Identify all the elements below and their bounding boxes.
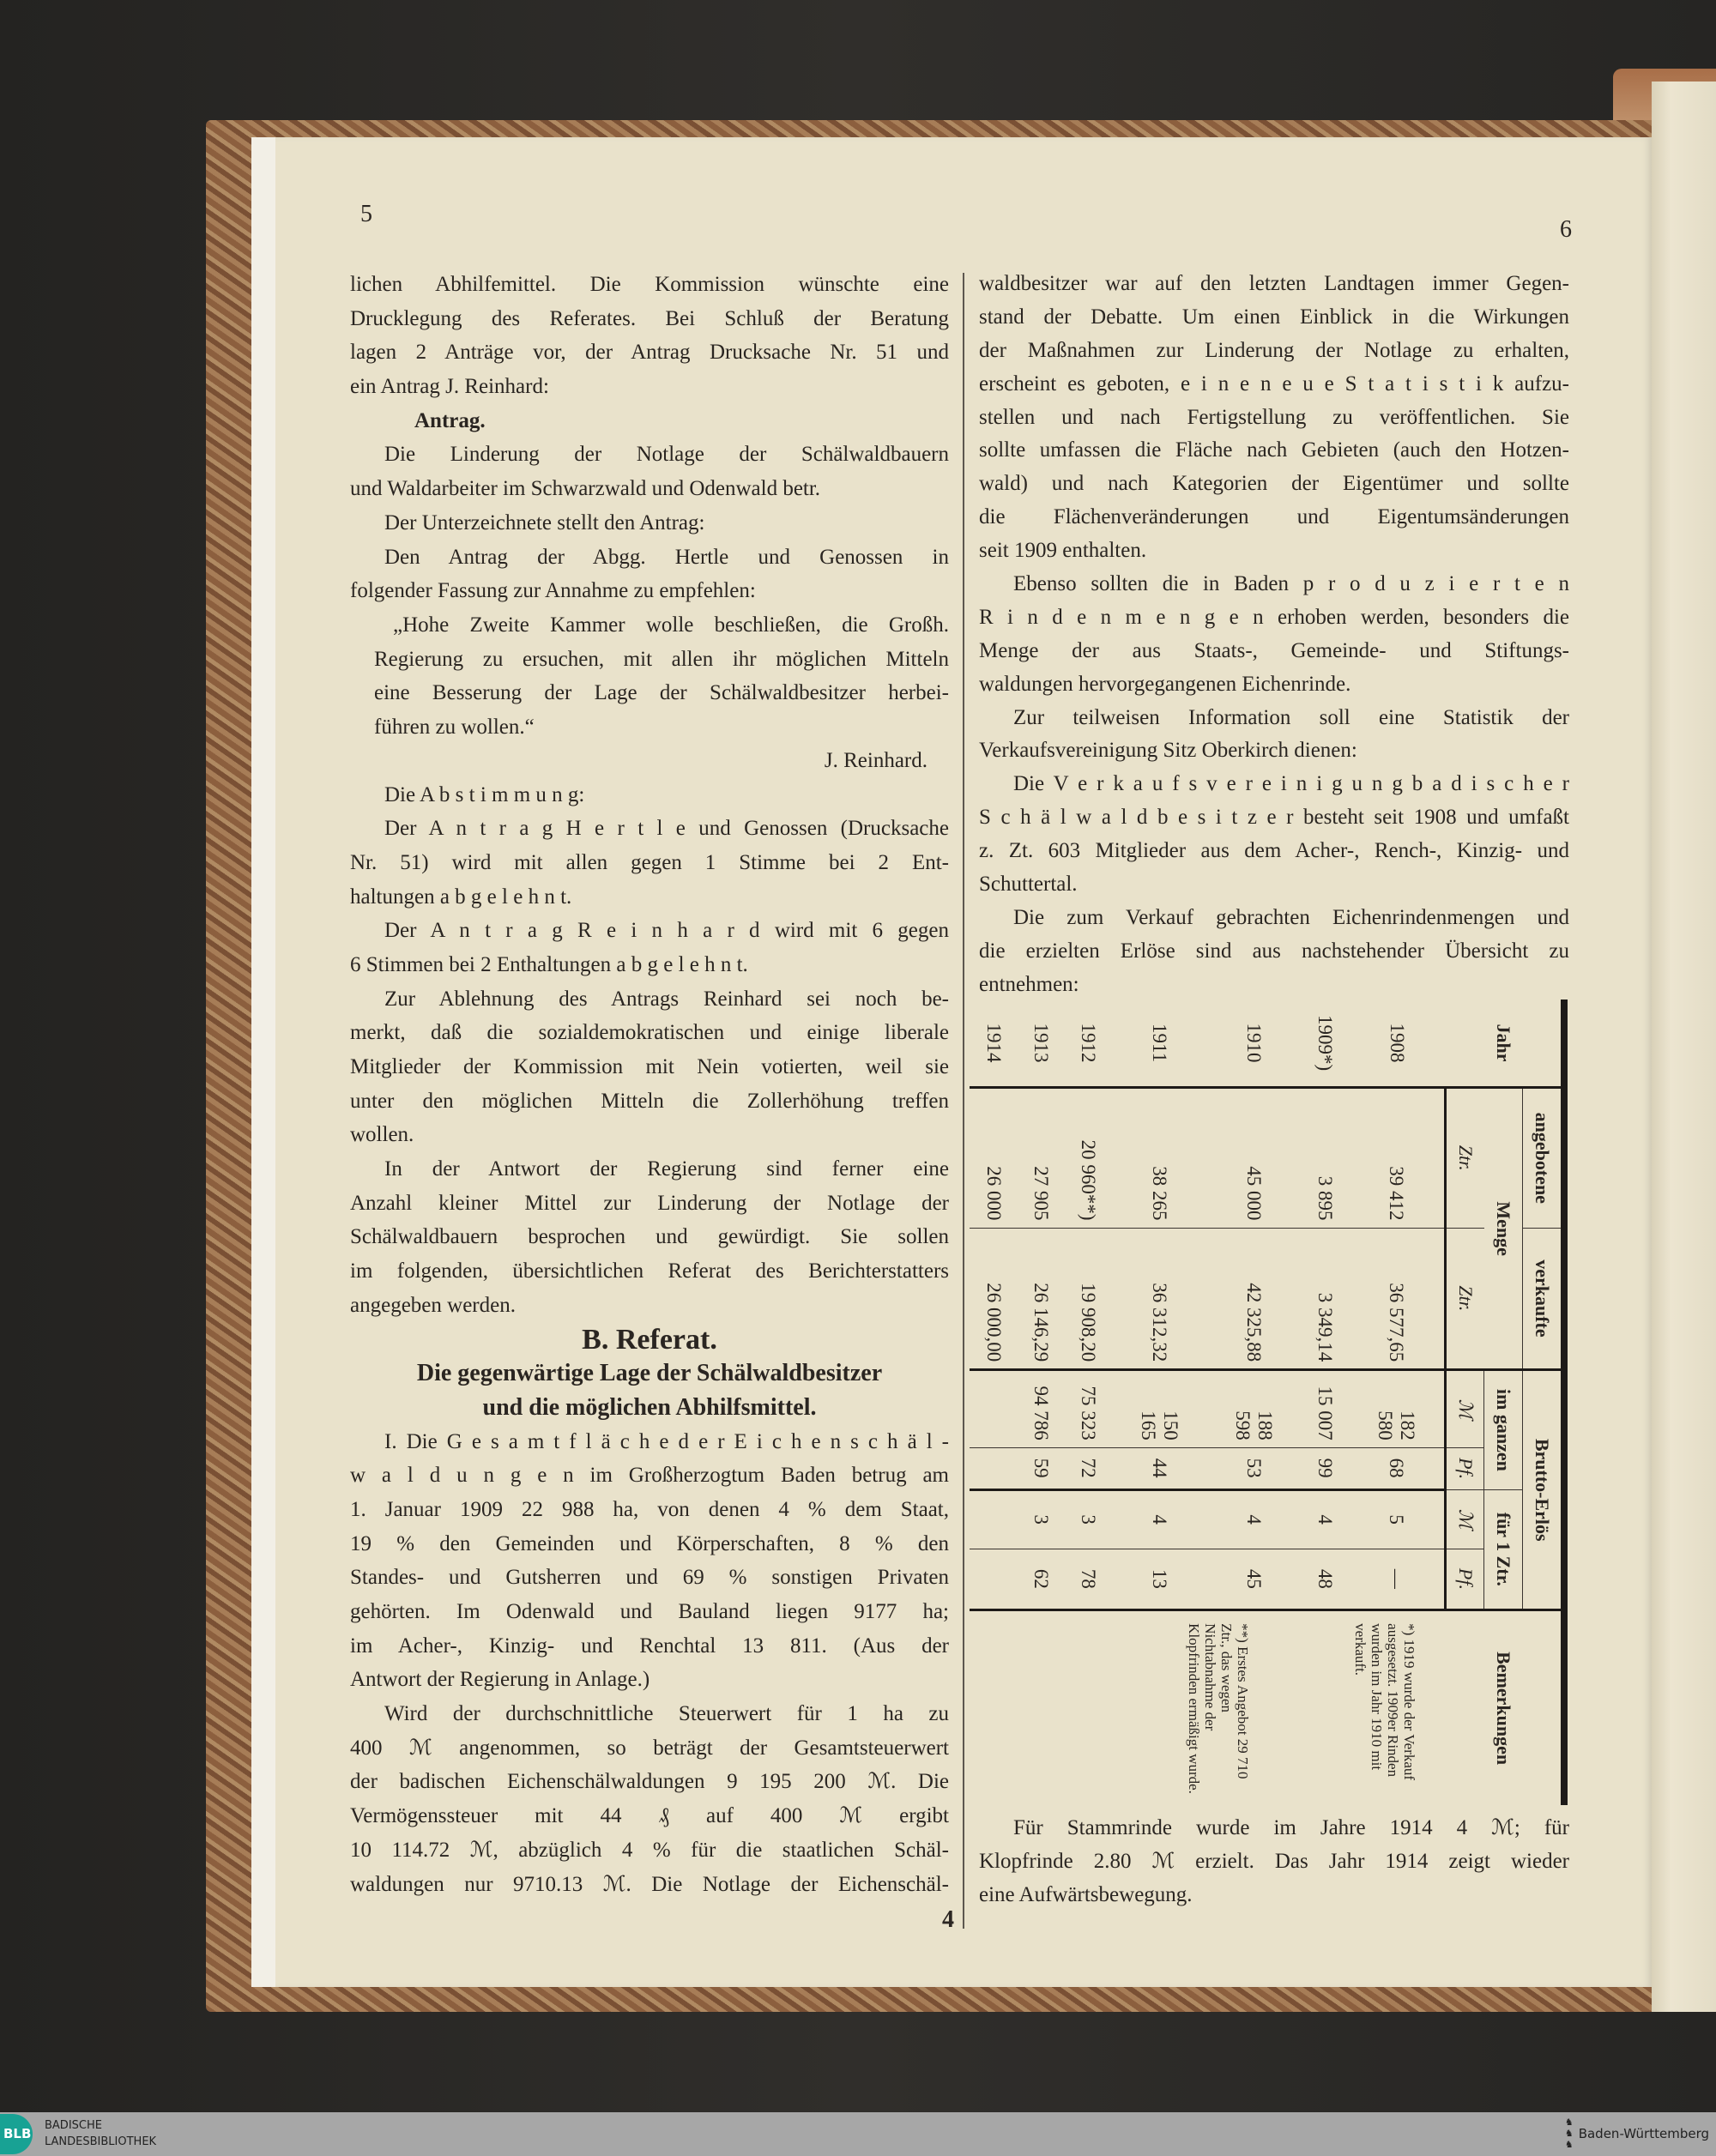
text-line: Die V e r k a u f s v e r e i n i g u n g b a d i s c h e r — [1013, 772, 1569, 796]
text-line: Die gegenwärtige Lage der Schälwaldbesitzer — [416, 1360, 883, 1387]
cell-year: 1914 — [982, 1023, 1005, 1063]
text-line: w a l d u n g e n im Großherzogtum Baden betrug am — [350, 1464, 949, 1488]
paragraph — [350, 268, 949, 404]
cell-sold: 3 349,14 — [1301, 1228, 1348, 1370]
paragraph — [350, 1425, 949, 1698]
text-line: Anzahl kleiner Mittel zur Linderung der Notlage der — [350, 1191, 949, 1215]
header-sold: verkaufte — [1523, 1228, 1565, 1370]
header-remarks: Bemerkungen — [1446, 1610, 1565, 1805]
paragraph — [350, 404, 949, 438]
cell-offered: 39 412 — [1348, 1088, 1445, 1228]
cell-year: 1911 — [1148, 1023, 1170, 1063]
cell-year: 1913 — [1030, 1023, 1052, 1063]
cell-year: 1910 — [1242, 1023, 1265, 1063]
text-line: gehörten. Im Odenwald und Bauland liegen 9177 ha; — [350, 1600, 949, 1624]
cell-offered: 3 895 — [1301, 1088, 1348, 1228]
text-line: 400 ℳ angenommen, so beträgt der Gesamtsteuerwert — [350, 1736, 949, 1760]
cell-per-pf: 62 — [1017, 1549, 1064, 1610]
cell-sold: 26 000,00 — [970, 1228, 1017, 1370]
cell-per-pf — [970, 1549, 1017, 1610]
paragraph — [979, 568, 1569, 702]
library-name — [45, 2117, 156, 2150]
page-gutter — [251, 137, 275, 1987]
column-divider — [963, 273, 964, 1929]
cell-total-pf — [970, 1447, 1017, 1489]
paragraph — [350, 1697, 949, 1901]
cell-year: 1908 — [1386, 1023, 1408, 1063]
text-line: die erzielten Erlöse sind aus nachstehender Übersicht zu — [979, 939, 1569, 963]
text-line: „Hohe Zweite Kammer wolle beschließen, die Großh. — [393, 613, 949, 637]
paragraph — [979, 702, 1569, 769]
cell-total-m: 150 165 — [1111, 1370, 1205, 1447]
text-line: waldungen hervorgegangenen Eichenrinde. — [979, 672, 1351, 696]
text-line: stand der Debatte. Um einen Einblick in die Wirkungen — [979, 305, 1569, 329]
header-year: Jahr — [1492, 1024, 1514, 1062]
header-unit-ztr: Ztr. — [1446, 1228, 1485, 1370]
library-name-line1: BADISCHE — [45, 2119, 102, 2132]
text-line: 19 % den Gemeinden und Körperschaften, 8 % den — [350, 1531, 949, 1555]
paragraph — [350, 1152, 949, 1322]
text-line: folgender Fassung zur Annahme zu empfehlen: — [350, 579, 756, 603]
left-column — [350, 268, 949, 1901]
header-unit-ztr: Ztr. — [1446, 1088, 1485, 1228]
cell-total-m: 182 580 — [1348, 1370, 1445, 1447]
cell-total-pf: 99 — [1301, 1447, 1348, 1489]
cell-offered: 26 000 — [970, 1088, 1017, 1228]
text-line: lichen Abhilfemittel. Die Kommission wünschte eine — [350, 273, 949, 296]
header-total: im ganzen — [1484, 1370, 1523, 1489]
paragraph — [979, 1812, 1569, 1912]
paragraph — [350, 608, 949, 745]
text-line: Standes- und Gutsherren und 69 % sonstigen Privaten — [350, 1566, 949, 1590]
text-line: Zur teilweisen Information soll eine Statistik der — [1013, 705, 1569, 729]
cell-sold: 36 577,65 — [1348, 1228, 1445, 1370]
text-line: Die Linderung der Notlage der Schälwaldbauern — [384, 443, 949, 467]
text-line: führen zu wollen.“ — [374, 715, 535, 739]
text-line: eine Besserung der Lage der Schälwaldbesitzer herbei- — [374, 681, 949, 705]
cell-year: 1909*) — [1314, 1014, 1336, 1072]
cell-total-m: 15 007 — [1301, 1370, 1348, 1447]
cell-per-m — [970, 1489, 1017, 1549]
text-line: seit 1909 enthalten. — [979, 539, 1147, 563]
text-line: z. Zt. 603 Mitglieder aus dem Acher-, Rench-, Kinzig- und — [979, 839, 1569, 863]
header-quantity: Menge — [1484, 1088, 1523, 1370]
header-per-unit: für 1 Ztr. — [1484, 1489, 1523, 1610]
text-line: Die A b s t i m m u n g: — [384, 782, 585, 806]
text-line: eine Aufwärtsbewegung. — [979, 1882, 1193, 1906]
text-line: Der A n t r a g R e i n h a r d wird mit 6 gegen — [384, 919, 949, 943]
text-line: Der Unterzeichnete stellt den Antrag: — [384, 510, 705, 534]
cell-per-m: 5 — [1348, 1489, 1445, 1549]
text-line: Die zum Verkauf gebrachten Eichenrindenmengen und — [1013, 905, 1569, 929]
text-line: I. Die G e s a m t f l ä c h e d e r E i c h e n s c h ä l - — [384, 1429, 949, 1453]
cell-total-pf: 44 — [1111, 1447, 1205, 1489]
paragraph — [350, 914, 949, 981]
text-line: angegeben werden. — [350, 1293, 516, 1317]
cell-total-pf: 68 — [1348, 1447, 1445, 1489]
text-line: entnehmen: — [979, 972, 1079, 996]
cell-sold: 42 325,88 — [1206, 1228, 1301, 1370]
paragraph — [979, 902, 1569, 1002]
cell-per-pf: 48 — [1301, 1549, 1348, 1610]
header-unit-pf: Pf. — [1446, 1447, 1485, 1489]
text-line: Antrag. — [414, 408, 486, 432]
text-line: im Acher-, Kinzig- und Renchtal 13 811. (Aus der — [350, 1634, 949, 1658]
text-line: im folgenden, übersichtlichen Referat des Berichterstatters — [350, 1259, 949, 1283]
paragraph — [350, 541, 949, 608]
text-line: 6 Stimmen bei 2 Enthaltungen a b g e l e h n t. — [350, 952, 748, 976]
header-offered: angebotene — [1523, 1088, 1565, 1228]
cell-per-m: 3 — [1064, 1489, 1111, 1549]
paragraph — [350, 506, 949, 541]
text-line: waldungen nur 9710.13 ℳ. Die Notlage der Eichenschäl- — [350, 1872, 949, 1896]
text-line: Vermögenssteuer mit 44 ₰ auf 400 ℳ ergibt — [350, 1804, 949, 1828]
paragraph — [979, 268, 1569, 568]
text-line: Menge der aus Staats-, Gemeinde- und Stiftungs- — [979, 638, 1569, 662]
right-column-bottom — [979, 1812, 1569, 1912]
text-line: die Flächenveränderungen und Eigentumsänderungen — [979, 505, 1569, 529]
text-line: erscheint es geboten, e i n e n e u e S t a t i s t i k aufzu- — [979, 371, 1569, 396]
right-column-top — [979, 268, 1569, 1002]
header-gross: Brutto-Erlös — [1523, 1370, 1565, 1610]
cell-total-m: 75 323 — [1064, 1370, 1111, 1447]
cell-offered: 20 960**) — [1064, 1088, 1111, 1228]
cell-per-m: 3 — [1017, 1489, 1064, 1549]
text-line: Ebenso sollten die in Baden p r o d u z i e r t e n — [1013, 572, 1569, 596]
cell-total-pf: 53 — [1206, 1447, 1301, 1489]
text-line: sollte umfassen die Fläche nach Gebieten (auch den Hotzen- — [979, 438, 1569, 462]
remarks-cell — [970, 1610, 1446, 1805]
text-line: Verkaufsvereinigung Sitz Oberkirch dienen: — [979, 739, 1357, 763]
text-line: unter den möglichen Mitteln die Zollerhöhung treffen — [350, 1089, 949, 1113]
text-line: R i n d e n m e n g e n erhoben werden, besonders die — [979, 605, 1569, 629]
text-line: 10 114.72 ℳ, abzüglich 4 % für die staatlichen Schäl- — [350, 1838, 949, 1862]
bark-sales-table — [970, 999, 1568, 1805]
cell-per-pf: 13 — [1111, 1549, 1205, 1610]
text-line: der badischen Eichenschälwaldungen 9 195 200 ℳ. Die — [350, 1770, 949, 1794]
table-row — [1348, 999, 1445, 1805]
bark-sales-table-container — [970, 999, 1568, 1805]
paragraph — [350, 745, 949, 778]
header-unit-m: ℳ — [1446, 1370, 1485, 1447]
text-line: In der Antwort der Regierung sind ferner eine — [384, 1157, 949, 1181]
text-line: Schälwaldbauern besprochen und gewürdigt. Sie sollen — [350, 1225, 949, 1249]
text-line: stellen und nach Fertigstellung zu veröffentlichen. Sie — [979, 405, 1569, 429]
text-line: Nr. 51) wird mit allen gegen 1 Stimme bei 2 Ent- — [350, 850, 949, 874]
text-line: 1. Januar 1909 22 988 ha, von denen 4 % dem Staat, — [350, 1497, 949, 1521]
cell-offered: 38 265 — [1111, 1088, 1205, 1228]
cell-total-m: 188 598 — [1206, 1370, 1301, 1447]
text-line: Mitglieder der Kommission mit Nein votierten, weil sie — [350, 1055, 949, 1079]
text-line: wald) und nach Kategorien der Eigentümer und sollte — [979, 472, 1569, 496]
paragraph — [979, 768, 1569, 902]
text-line: merkt, daß die sozialdemokratischen und einige liberale — [350, 1021, 949, 1045]
footer-bar — [0, 2112, 1716, 2156]
text-line: Regierung zu ersuchen, mit allen ihr möglichen Mitteln — [374, 647, 949, 671]
paragraph — [350, 778, 949, 812]
text-line: Antwort der Regierung in Anlage.) — [350, 1668, 650, 1692]
text-line: Klopfrinde 2.80 ℳ erzielt. Das Jahr 1914 zeigt wieder — [979, 1849, 1569, 1873]
text-line: haltungen a b g e l e h n t. — [350, 885, 572, 909]
cell-per-pf: — — [1348, 1549, 1445, 1610]
cell-sold: 26 146,29 — [1017, 1228, 1064, 1370]
footnote: *) 1919 wurde der Verkauf ausgesetzt. 1909er Rinden wurden im Jahr 1910 mit verkauft. — [1352, 1623, 1418, 1781]
cell-total-m: 94 786 — [1017, 1370, 1064, 1447]
state-name: Baden-Württemberg — [1578, 2125, 1709, 2141]
text-line: waldbesitzer war auf den letzten Landtagen immer Gegen- — [979, 272, 1569, 295]
library-name-line2: LANDESBIBLIOTHEK — [45, 2135, 157, 2148]
cell-sold: 19 908,20 — [1064, 1228, 1111, 1370]
text-line: Für Stammrinde wurde im Jahre 1914 4 ℳ; für — [1013, 1816, 1569, 1839]
paragraph — [350, 438, 949, 505]
paragraph — [350, 982, 949, 1152]
text-line: ein Antrag J. Reinhard: — [350, 375, 549, 399]
footnote: **) Erstes Angebot 29 710 Ztr., das wegen Nichtabnahme der Klopfrinden ermäßigt wurde. — [1186, 1623, 1252, 1794]
header-unit-pf: Pf. — [1446, 1549, 1485, 1610]
cell-offered: 45 000 — [1206, 1088, 1301, 1228]
text-line: Der A n t r a g H e r t l e und Genossen (Drucksache — [384, 817, 949, 841]
cell-total-m — [970, 1370, 1017, 1447]
cell-offered: 27 905 — [1017, 1088, 1064, 1228]
text-line: B. Referat. — [582, 1323, 717, 1356]
cell-sold: 36 312,32 — [1111, 1228, 1205, 1370]
page-number-right: 6 — [1560, 216, 1572, 243]
paragraph — [350, 812, 949, 914]
baden-wuerttemberg-logo[interactable] — [1565, 2117, 1709, 2150]
cell-year: 1912 — [1077, 1023, 1099, 1063]
page-number-bottom: 4 — [942, 1906, 954, 1933]
text-line: Den Antrag der Abgg. Hertle und Genossen in — [384, 545, 949, 569]
cell-total-pf: 59 — [1017, 1447, 1064, 1489]
lions-icon: ♞ ♞ ♞ — [1564, 2117, 1574, 2150]
text-line: Zur Ablehnung des Antrags Reinhard sei noch be- — [384, 987, 949, 1011]
cell-total-pf: 72 — [1064, 1447, 1111, 1489]
cell-per-m: 4 — [1301, 1489, 1348, 1549]
header-unit-m: ℳ — [1446, 1489, 1485, 1549]
text-line: Drucklegung des Referates. Bei Schluß der Beratung — [350, 306, 949, 330]
blb-logo[interactable]: BLB — [0, 2114, 33, 2154]
text-line: und Waldarbeiter im Schwarzwald und Odenwald betr. — [350, 477, 821, 501]
page-number-left: 5 — [360, 201, 372, 227]
text-line: Wird der durchschnittliche Steuerwert für 1 ha zu — [384, 1702, 949, 1726]
paragraph — [350, 1323, 949, 1357]
text-line: wollen. — [350, 1123, 414, 1147]
text-line: J. Reinhard. — [824, 748, 927, 772]
paragraph — [350, 1356, 949, 1424]
text-line: S c h ä l w a l d b e s i t z e r besteht seit 1908 und umfaßt — [979, 806, 1569, 830]
text-line: Schuttertal. — [979, 873, 1078, 897]
text-line: lagen 2 Anträge vor, der Antrag Drucksache Nr. 51 und — [350, 341, 949, 365]
cell-per-m: 4 — [1111, 1489, 1205, 1549]
cell-per-pf: 78 — [1064, 1549, 1111, 1610]
cell-per-m: 4 — [1206, 1489, 1301, 1549]
text-line: und die möglichen Abhilfsmittel. — [482, 1393, 817, 1421]
cell-per-pf: 45 — [1206, 1549, 1301, 1610]
text-line: der Maßnahmen zur Linderung der Notlage zu erhalten, — [979, 338, 1569, 362]
next-page-edge — [1652, 82, 1716, 2012]
